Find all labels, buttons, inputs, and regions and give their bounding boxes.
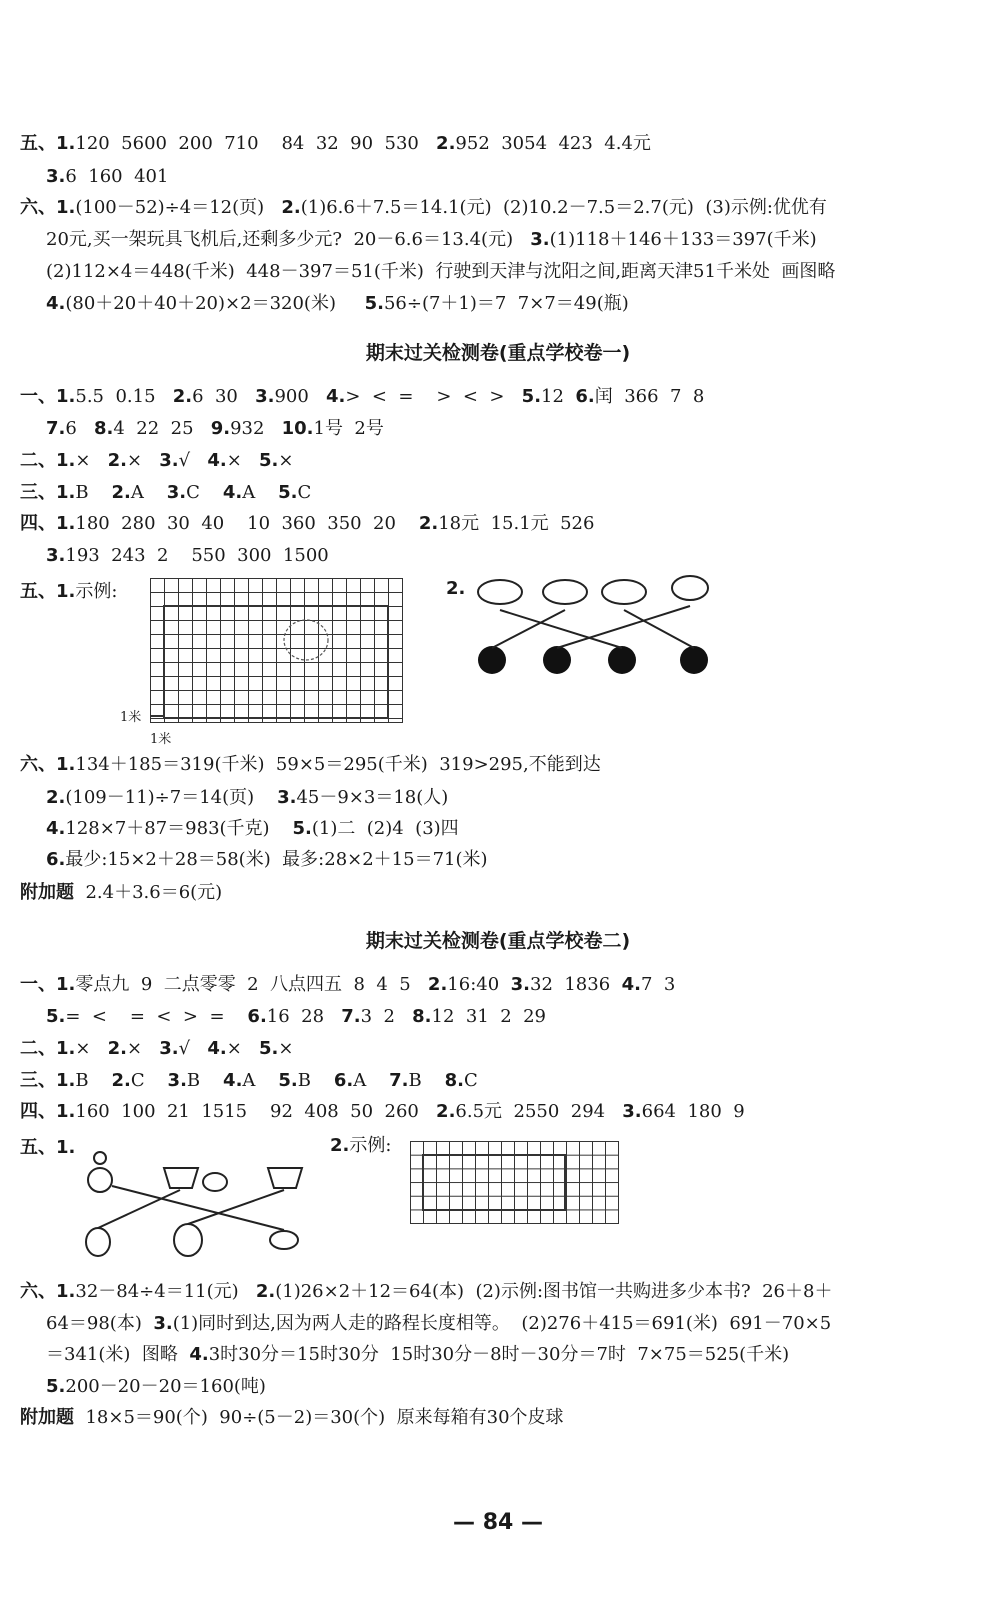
- section-title: 期末过关检测卷(重点学校卷一): [365, 342, 631, 364]
- answer-line: 三、1.B 2.A 3.C 4.A 5.C: [20, 482, 312, 503]
- answer-line: 4.128×7＋87＝983(千克) 5.(1)二 (2)4 (3)四: [46, 818, 459, 839]
- answer-line: 五、1.: [20, 1137, 76, 1158]
- answer-line: 一、1.5.5 0.15 2.6 30 3.900 4.> < = > < > 5.12 6.闰 366 7 8: [20, 386, 705, 407]
- answer-line: 5.= < = < > = 6.16 28 7.3 2 8.12 31 2 29: [46, 1006, 547, 1027]
- answer-line: 5.200－20－20＝160(吨): [46, 1376, 266, 1397]
- answer-line: 20元,买一架玩具飞机后,还剩多少元? 20－6.6＝13.4(元) 3.(1)118＋146＋133＝397(千米): [46, 229, 817, 250]
- answer-line: 五、1.120 5600 200 710 84 32 90 530 2.952 3054 423 4.4元: [20, 133, 651, 154]
- answer-line: 2.示例:: [330, 1135, 392, 1156]
- answer-line: 四、1.160 100 21 1515 92 408 50 260 2.6.5元 2550 294 3.664 180 9: [20, 1101, 745, 1122]
- unit-label: 1米: [120, 710, 142, 725]
- page-number: — 84 —: [453, 1510, 543, 1535]
- answer-line: 3.6 160 401: [46, 166, 169, 187]
- answer-line: 一、1.零点九 9 二点零零 2 八点四五 8 4 5 2.16:40 3.32 1836 4.7 3: [20, 974, 676, 995]
- unit-label: 1米: [150, 732, 172, 747]
- question-number: 2.: [446, 578, 466, 599]
- answer-line: 64＝98(本) 3.(1)同时到达,因为两人走的路程长度相等。 (2)276＋415＝691(米) 691－70×5: [46, 1313, 832, 1334]
- answer-line: 7.6 8.4 22 25 9.932 10.1号 2号: [46, 418, 384, 439]
- section-title: 期末过关检测卷(重点学校卷二): [365, 930, 631, 952]
- answer-line: 附加题 18×5＝90(个) 90÷(5－2)＝30(个) 原来每箱有30个皮球: [20, 1407, 564, 1428]
- answer-line: 六、1.134＋185＝319(千米) 59×5＝295(千米) 319>295,不能到达: [20, 754, 601, 775]
- answer-line: 六、1.32－84÷4＝11(元) 2.(1)26×2＋12＝64(本) (2)示例:图书馆一共购进多少本书? 26＋8＋: [20, 1281, 833, 1302]
- answer-line: (2)112×4＝448(千米) 448－397＝51(千米) 行驶到天津与沈阳之间,距离天津51千米处 画图略: [46, 261, 836, 282]
- answer-line: 6.最少:15×2＋28＝58(米) 最多:28×2＋15＝71(米): [46, 849, 488, 870]
- answer-line: 二、1.× 2.× 3.√ 4.× 5.×: [20, 1038, 294, 1059]
- answer-line: 附加题 2.4＋3.6＝6(元): [20, 882, 223, 903]
- answer-line: 3.193 243 2 550 300 1500: [46, 545, 329, 566]
- answer-line: 四、1.180 280 30 40 10 360 350 20 2.18元 15.1元 526: [20, 513, 595, 534]
- answer-line: 六、1.(100－52)÷4＝12(页) 2.(1)6.6＋7.5＝14.1(元) (2)10.2－7.5＝2.7(元) (3)示例:优优有: [20, 197, 827, 218]
- answer-line: 二、1.× 2.× 3.√ 4.× 5.×: [20, 450, 294, 471]
- answer-line: 五、1.示例:: [20, 581, 118, 602]
- answer-line: 4.(80＋20＋40＋20)×2＝320(米) 5.56÷(7＋1)＝7 7×7＝49(瓶): [46, 293, 629, 314]
- answer-line: 2.(109－11)÷7＝14(页) 3.45－9×3＝18(人): [46, 787, 449, 808]
- answer-line: 三、1.B 2.C 3.B 4.A 5.B 6.A 7.B 8.C: [20, 1070, 478, 1091]
- answer-line: ＝341(米) 图略 4.3时30分＝15时30分 15时30分－8时－30分＝7时 7×75＝525(千米): [46, 1344, 790, 1365]
